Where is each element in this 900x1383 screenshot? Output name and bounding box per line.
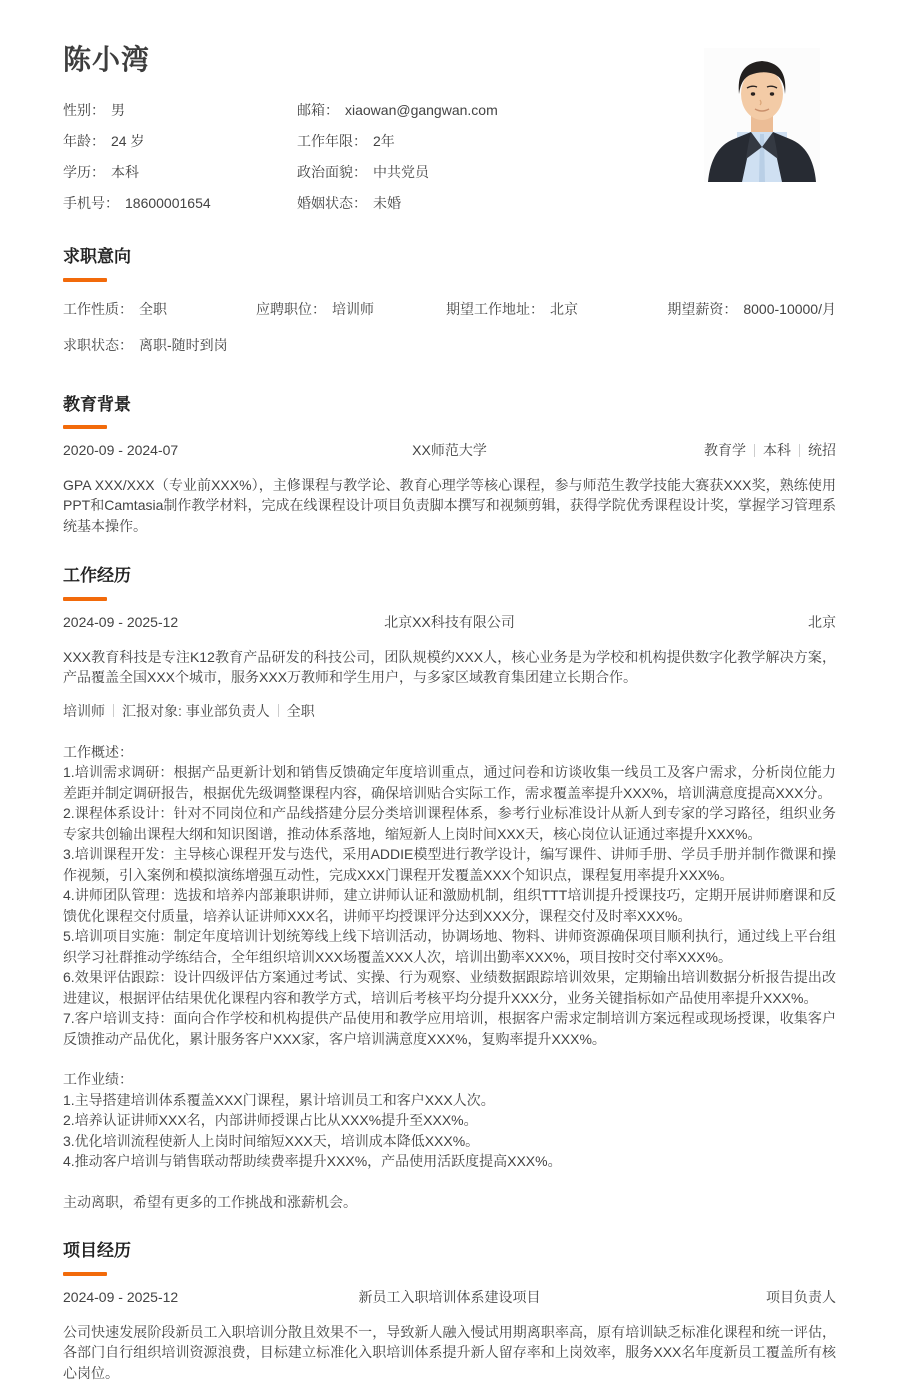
divider <box>113 704 114 717</box>
work-header-row <box>63 612 836 632</box>
accent-underline <box>63 278 107 282</box>
project-name: 新员工入职培训体系建设项目 <box>358 1288 541 1305</box>
education-major: 教育学 <box>704 441 746 458</box>
work-achievement-item-2: 2.培养认证讲师XXX名，内部讲师授课占比从XXX%提升至XXX%。 <box>63 1112 478 1129</box>
divider <box>754 444 755 457</box>
section-title-education: 教育背景 <box>63 394 131 414</box>
education-school: XX师范大学 <box>412 441 487 458</box>
work-company: 北京XX科技有限公司 <box>384 613 515 630</box>
divider <box>278 704 279 717</box>
info-political-status: 政治面貌： 中共党员 <box>297 164 429 181</box>
field-target-position: 应聘职位： 培训师 <box>256 300 374 317</box>
work-duty-item-1: 1.培训需求调研：根据产品更新计划和销售反馈确定年度培训重点，通过问卷和访谈收集一线员工及客户需求，分析岗位能力差距并制定调研报告，根据优先级调整课程内容，确保培训贴合实际工作，需求覆盖率提升XXX%，培训满意度提高XXX分。 <box>63 764 836 801</box>
work-period: 2024-09 - 2025-12 <box>63 613 179 630</box>
info-phone: 手机号： 18600001654 <box>63 195 211 212</box>
work-position-row <box>63 701 836 721</box>
project-header-row <box>63 1287 836 1307</box>
project-description: 公司快速发展阶段新员工入职培训分散且效果不一，导致新人融入慢试用期离职率高，原有培训缺乏标准化课程和统一评估，各部门自行组织培训资源浪费，目标建立标准化入职培训体系提升新人留存率和上岗效率，服务XXX名年度新员工覆盖所有核心岗位。 <box>63 1323 836 1381</box>
divider <box>799 444 800 457</box>
work-overview-block <box>63 742 836 1050</box>
company-intro: XXX教育科技是专注K12教育产品研发的科技公司，团队规模约XXX人，核心业务是为学校和机构提供数字化教学解决方案，产品覆盖全国XXX个城市，服务XXX万教师和学生用户，与多家区域教育集团建立长期合作。 <box>63 648 836 686</box>
info-email: 邮箱： xiaowan@gangwan.com <box>297 102 498 119</box>
work-overview-label: 工作概述： <box>63 743 133 760</box>
work-duty-item-5: 5.培训项目实施：制定年度培训计划统筹线上线下培训活动，协调场地、物料、讲师资源确保项目顺利执行，通过线上平台组织学习社群推动学练结合，全年组织培训XXX场覆盖XXX人次，培训出勤率XXX%，项目按时交付率XXX%。 <box>63 928 836 965</box>
education-qualifications <box>556 440 836 460</box>
education-period: 2020-09 - 2024-07 <box>63 441 179 458</box>
field-job-status: 求职状态： 离职-随时到岗 <box>63 336 228 353</box>
accent-underline <box>63 597 107 601</box>
profile-photo <box>704 48 820 182</box>
work-duty-item-4: 4.讲师团队管理：选拔和培养内部兼职讲师，建立讲师认证和激励机制，组织TTT培训提升授课技巧，定期开展讲师磨课和反馈优化课程交付质量，培养认证讲师XXX名，讲师平均授课评分达到XXX分，课程交付及时率XXX%。 <box>63 887 836 924</box>
info-marital-status: 婚姻状态： 未婚 <box>297 195 401 212</box>
section-title-job-intention: 求职意向 <box>63 247 131 267</box>
education-header-row <box>63 440 836 460</box>
field-expected-salary: 期望薪资： 8000-10000/月 <box>667 300 836 317</box>
portrait-photo-illustration <box>704 48 820 182</box>
work-duty-item-6: 6.效果评估跟踪：设计四级评估方案通过考试、实操、行为观察、业绩数据跟踪培训效果，定期输出培训数据分析报告提出改进建议，根据评估结果优化课程内容和教学方式，培训后考核平均分提升XXX分，业务关键指标如产品使用率提升XXX%。 <box>63 969 836 1006</box>
info-gender: 性别： 男 <box>63 102 125 119</box>
project-role: 项目负责人 <box>766 1288 836 1305</box>
work-achievement-item-1: 1.主导搭建培训体系覆盖XXX门课程，累计培训员工和客户XXX人次。 <box>63 1091 495 1108</box>
leaving-reason: 主动离职，希望有更多的工作挑战和涨薪机会。 <box>63 1193 357 1210</box>
intention-row-2 <box>63 335 836 355</box>
education-description: GPA XXX/XXX（专业前XXX%），主修课程与教学论、教育心理学等核心课程，参与师范生教学技能大赛获XXX奖，熟练使用PPT和Camtasia制作教学材料，完成在线课程设计项目负责脚本撰写和视频剪辑，获得学院优秀课程设计奖，掌握学习管理系统基本操作。 <box>63 476 836 534</box>
work-report-to: 汇报对象: 事业部负责人 <box>122 702 270 719</box>
accent-underline <box>63 1272 107 1276</box>
work-position: 培训师 <box>63 702 105 719</box>
accent-underline <box>63 425 107 429</box>
info-degree: 学历： 本科 <box>63 164 139 181</box>
work-job-type: 全职 <box>286 702 315 719</box>
work-achievement-item-4: 4.推动客户培训与销售联动帮助续费率提升XXX%，产品使用活跃度提高XXX%。 <box>63 1153 562 1170</box>
work-duty-item-2: 2.课程体系设计：针对不同岗位和产品线搭建分层分类培训课程体系，参考行业标准设计从新人到专家的学习路径，组织业务专家共创输出课程大纲和知识图谱，推动体系落地，缩短新人上岗时间XXX天，核心岗位认证通过率提升XXX%。 <box>63 805 836 842</box>
section-work-experience <box>63 566 836 1212</box>
section-project-experience <box>63 1241 836 1383</box>
field-target-location: 期望工作地址： 北京 <box>446 300 578 317</box>
work-duty-item-3: 3.培训课程开发：主导核心课程开发与迭代，采用ADDIE模型进行教学设计，编写课件、讲师手册、学员手册并制作微课和操作视频，引入案例和模拟演练增强互动性，完成XXX门课程开发覆盖XXX个知识点，课程复用率提升XXX%。 <box>63 846 836 883</box>
work-achievements-block <box>63 1069 836 1172</box>
info-age: 年龄： 24 岁 <box>63 133 145 150</box>
info-work-years: 工作年限： 2年 <box>297 133 395 150</box>
work-location: 北京 <box>808 613 836 630</box>
education-enroll-type: 统招 <box>808 441 836 458</box>
work-achievements-label: 工作业绩： <box>63 1071 133 1088</box>
education-degree: 本科 <box>763 441 791 458</box>
section-job-intention <box>63 247 836 354</box>
work-duty-item-7: 7.客户培训支持：面向合作学校和机构提供产品使用和教学应用培训，根据客户需求定制培训方案远程或现场授课，收集客户反馈推动产品优化，累计服务客户XXX家，客户培训满意度XXX%，复购率提升XXX%。 <box>63 1010 836 1047</box>
candidate-name: 陈小湾 <box>63 44 151 75</box>
project-period: 2024-09 - 2025-12 <box>63 1288 179 1305</box>
field-job-nature: 工作性质： 全职 <box>63 300 167 317</box>
section-title-work: 工作经历 <box>63 566 131 586</box>
section-education <box>63 395 836 537</box>
work-achievement-item-3: 3.优化培训流程使新人上岗时间缩短XXX天，培训成本降低XXX%。 <box>63 1132 480 1149</box>
section-title-project: 项目经历 <box>63 1241 131 1261</box>
intention-row-1 <box>63 299 836 319</box>
